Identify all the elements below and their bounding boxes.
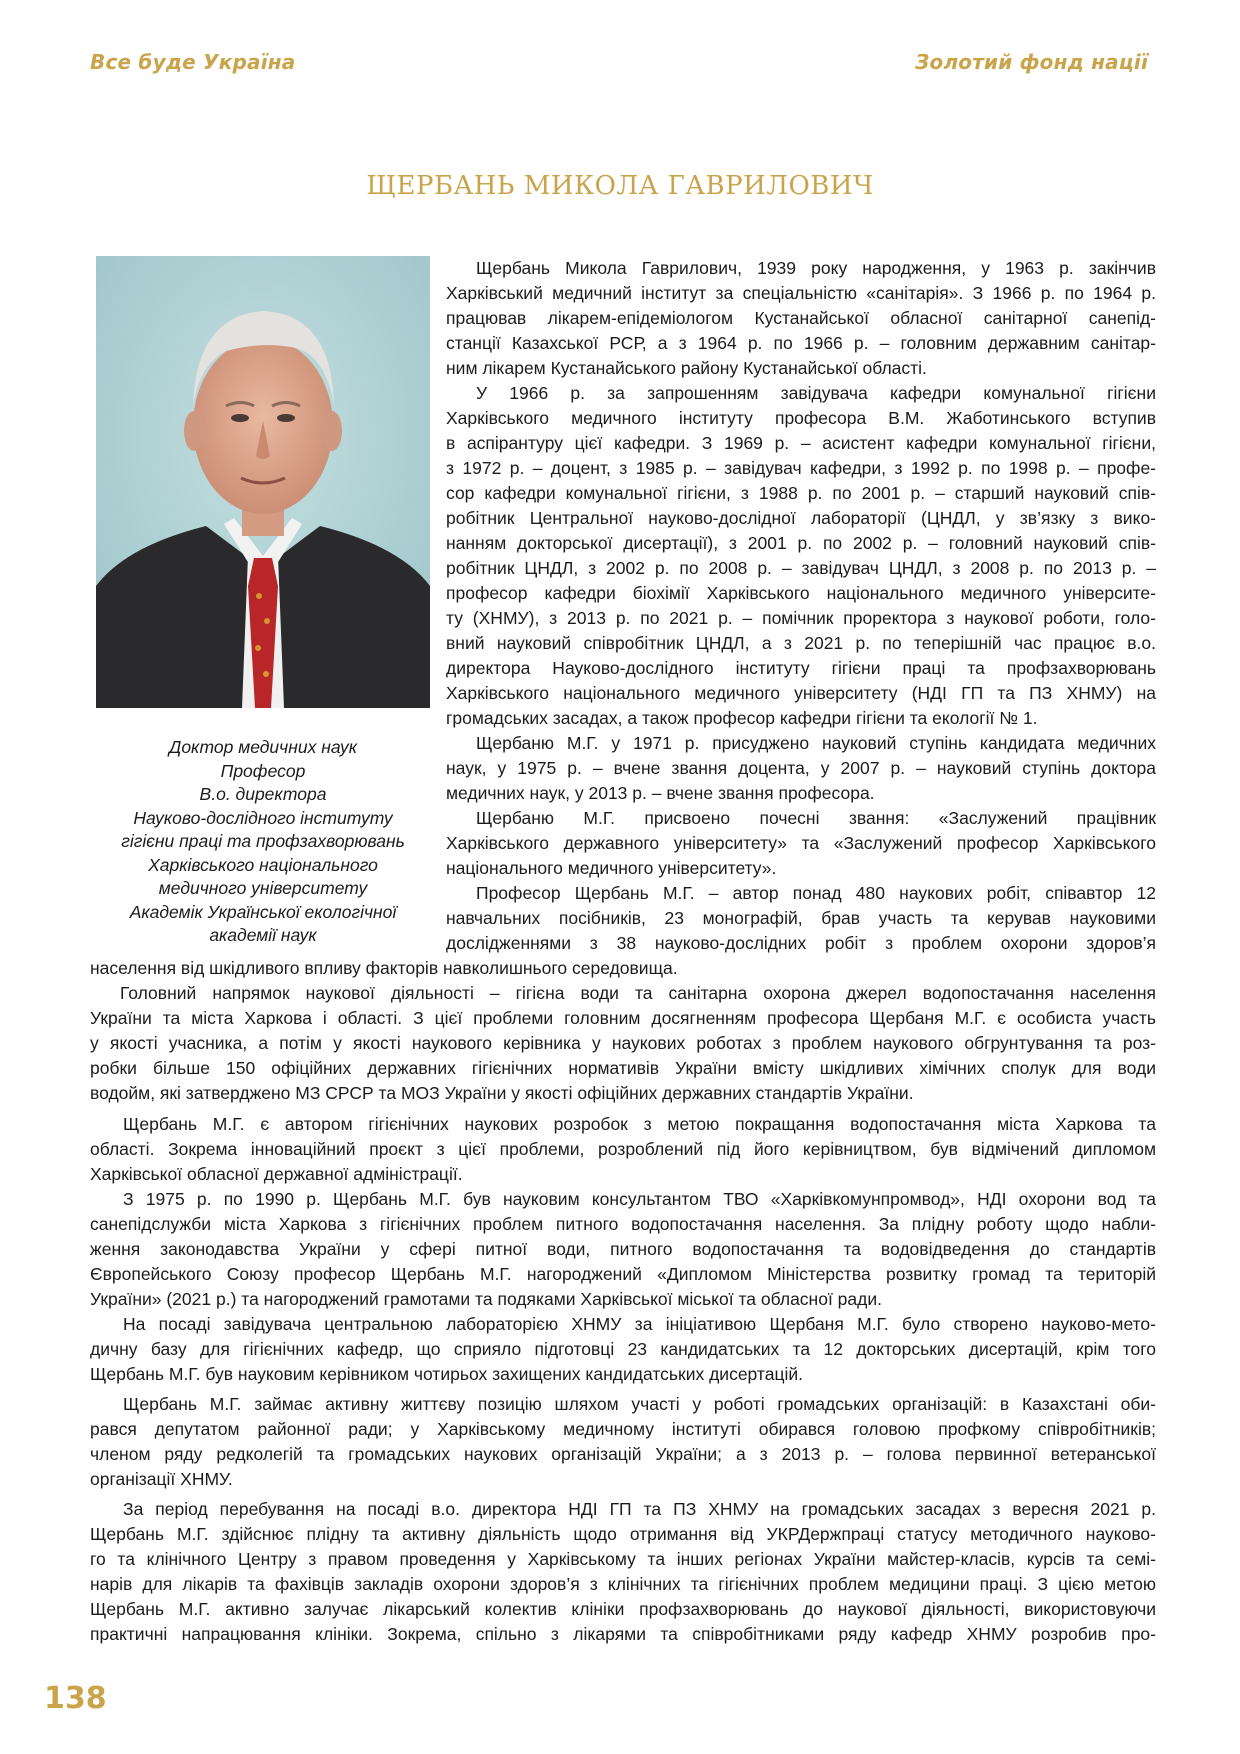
caption-line: медичного університету — [158, 878, 368, 898]
text-line: працював лікарем-епідеміологом Кустанайської обласної санітарної санепід- — [446, 308, 1156, 328]
text-line: Професор Щербань М.Г. – автор понад 480 наукових робіт, співавтор 12 — [476, 883, 1156, 903]
caption-line: В.о. директора — [199, 784, 327, 804]
text-line: у якості учасника, а потім у якості наукового керівника у наукових роботах з проблем наукового обгрунтування та роз- — [90, 1033, 1156, 1053]
text-line: навчальних посібників, 23 монографій, брав участь та керував науковими — [446, 908, 1156, 928]
text-line: Щербань М.Г. займає активну життєву позицію шляхом участі у роботі громадських організацій: в Казахстані оби- — [123, 1394, 1156, 1414]
caption-line: академії наук — [209, 925, 317, 945]
text-line: Щербаню М.Г. присвоено почесні звання: «Заслужений працівник — [476, 808, 1156, 828]
text-line: членом ряду редколегій та громадських наукових організацій України; а з 2013 р. – голова первинної ветеранської — [90, 1444, 1156, 1464]
text-line: нарів для лікарів та фахівців закладів охорони здоров’я з клінічних та гігієнічних проблем медицини праці. З цією метою — [90, 1574, 1156, 1594]
caption-line: Доктор медичних наук — [169, 737, 357, 757]
text-line: станції Казахської РСР, а з 1964 р. по 1966 р. – головним державним санітар- — [446, 333, 1156, 353]
text-line: Щербань М.Г. активно залучає лікарський колектив клініки профзахворювань до наукової діяльності, використовуючи — [90, 1599, 1156, 1619]
caption-line: Академік Української екологічної — [129, 901, 397, 922]
text-line: робітник Центральної науково-дослідної лабораторії (ЦНДЛ, у зв’язку з вико- — [446, 508, 1156, 528]
text-line: санепідслужби міста Харкова з гігієнічних проблем питного водопостачання населення. За плідну роботу щодо набли- — [90, 1214, 1156, 1234]
text-line: робки більше 150 офіційних державних гігієнічних нормативів України вмісту шкідливих хімічних сполук для води — [90, 1058, 1156, 1078]
page-title: ЩЕРБАНЬ МИКОЛА ГАВРИЛОВИЧ — [366, 171, 874, 201]
text-line: дичну базу для гігієнічних кафедр, що сприяло підготовці 23 кандидатських та 12 докторських дисертацій, крім того — [90, 1339, 1156, 1359]
text-line: Харківського медичного інституту професора В.М. Жаботинського вступив — [446, 408, 1156, 428]
text-line: організації ХНМУ. — [90, 1469, 233, 1489]
text-line: вний науковий співробітник ЦНДЛ, а з 2021 р. по теперішній час працює в.о. — [446, 633, 1156, 653]
running-header-left: Все буде Україна — [90, 50, 296, 74]
text-line: директора Науково-дослідного інституту гігієни праці та профзахворювань — [446, 658, 1156, 678]
caption-line: гігієни праці та профзахворювань — [121, 831, 405, 851]
text-line: наук, у 1975 р. – вчене звання доцента, у 2007 р. – науковий ступінь доктора — [446, 758, 1156, 778]
text-line: України та міста Харкова і області. З цієї проблеми головним досягненням професора Щербаня М.Г. є особиста участь — [90, 1008, 1156, 1028]
text-line: Щербань М.Г. здійснює плідну та активну діяльність щодо отримання від УКРДержпраці статусу методичного науково- — [90, 1524, 1156, 1544]
text-line: Харківського національного медичного університету (НДІ ГП та ПЗ ХНМУ) на — [446, 683, 1156, 703]
text-line: рався депутатом районної ради; у Харківському медичному інституті обирався головою профкому співробітників; — [90, 1419, 1156, 1439]
text-line: ження законодавства України у сфері питної води, питного водопостачання та водовідведення до стандартів — [90, 1239, 1156, 1259]
text-line: На посаді завідувача центральною лабораторією ХНМУ за ініціативою Щербаня М.Г. було створено науково-мето- — [123, 1314, 1156, 1334]
text-line: національного медичного університету». — [446, 858, 777, 878]
text-line: України» (2021 р.) та нагороджений грамотами та подяками Харківської міської та обласної ради. — [90, 1289, 882, 1309]
text-line: нанням докторської дисертації), з 2001 р. по 2002 р. – головний науковий спів- — [446, 533, 1156, 553]
text-line: ним лікарем Кустанайського району Кустанайської області. — [446, 358, 927, 378]
text-line: Щербань М.Г. є автором гігієнічних наукових розробок з метою покращання водопостачання міста Харкова та — [123, 1114, 1156, 1134]
text-line: громадських засадах, а також професор кафедри гігієни та екології № 1. — [446, 708, 1038, 728]
text-line: сор кафедри комунальної гігієни, з 1988 р. по 2001 р. – старший науковий спів- — [446, 483, 1156, 503]
caption-line: Харківського національного — [148, 854, 378, 875]
text-line: Європейського Союзу професор Щербань М.Г. нагороджений «Дипломом Міністерства розвитку громад та територій — [90, 1264, 1156, 1284]
caption-line: Науково-дослідного інституту — [133, 807, 393, 828]
photo-caption — [96, 736, 430, 948]
text-line: Щербань М.Г. був науковим керівником чотирьох захищених кандидатських дисертацій. — [90, 1364, 803, 1384]
text-line: практичні напрацювання клініки. Зокрема, спільно з лікарями та співробітниками ряду кафедр ХНМУ розробив про- — [90, 1624, 1156, 1644]
text-line: У 1966 р. за запрошенням завідувача кафедри комунальної гігієни — [476, 383, 1156, 403]
portrait-photo — [96, 256, 430, 708]
text-line: З 1975 р. по 1990 р. Щербань М.Г. був науковим консультантом ТВО «Харківкомунпромвод», НДІ охорони вод та — [123, 1189, 1156, 1209]
text-line: За період перебування на посаді в.о. директора НДІ ГП та ПЗ ХНМУ на громадських засадах з вересня 2021 р. — [123, 1499, 1156, 1519]
text-line: професор кафедри біохімії Харківського національного медичного університе- — [446, 583, 1156, 603]
page-number: 138 — [44, 1681, 107, 1716]
text-line: дослідженнями з 38 науково-дослідних робіт з проблем охорони здоров’я — [446, 933, 1156, 953]
text-line: Щербаню М.Г. у 1971 р. присуджено науковий ступінь кандидата медичних — [476, 733, 1156, 753]
text-line: го та клінічного Центру з правом проведення у Харківському та інших регіонах України майстер-класів, курсів та семі- — [90, 1549, 1156, 1569]
text-line: медичних наук, у 2013 р. – вчене звання професора. — [446, 783, 875, 803]
caption-line: Професор — [220, 760, 306, 781]
text-line: з 1972 р. – доцент, з 1985 р. – завідувач кафедри, з 1992 р. по 1998 р. – профе- — [446, 458, 1156, 478]
text-line: водойм, які затверджено МЗ СРСР та МОЗ України у якості офіційних державних стандартів України. — [90, 1083, 914, 1103]
running-header-right: Золотий фонд нації — [915, 50, 1148, 74]
text-line: в аспірантуру цієї кафедри. З 1969 р. – асистент кафедри комунальної гігієни, — [446, 433, 1156, 453]
text-line: Головний напрямок наукової діяльності – гігієна води та санітарна охорона джерел водопостачання населення — [120, 983, 1156, 1003]
text-line: Харківської обласної державної адміністрації. — [90, 1164, 463, 1184]
text-line: населення від шкідливого впливу факторів навколишнього середовища. — [90, 958, 678, 978]
text-line: робітник ЦНДЛ, з 2002 р. по 2008 р. – завідувач ЦНДЛ, з 2008 р. по 2013 р. – — [446, 558, 1156, 578]
text-line: Щербань Микола Гаврилович, 1939 року народження, у 1963 р. закінчив — [476, 258, 1156, 278]
text-line: ту (ХНМУ), з 2013 р. по 2021 р. – помічник проректора з наукової роботи, голо- — [446, 608, 1156, 628]
text-line: Харківського державного університету» та «Заслужений професор Харківського — [446, 833, 1156, 853]
text-line: області. Зокрема інноваційний проєкт з цієї проблеми, розроблений під його керівництвом, був відмічений дипломом — [90, 1139, 1156, 1159]
text-line: Харківський медичний інститут за спеціальністю «санітарія». З 1966 р. по 1964 р. — [446, 283, 1156, 303]
